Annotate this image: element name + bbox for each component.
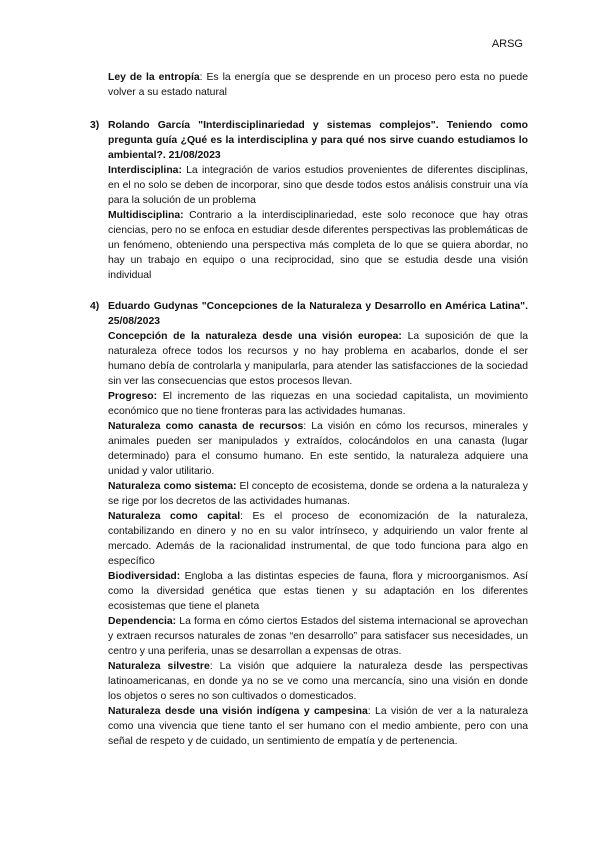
page-header-initials: ARSG <box>491 38 523 50</box>
section-4 <box>90 299 528 749</box>
entry-term: Naturaleza como sistema: <box>108 481 237 492</box>
intro-term: Ley de la entropía <box>108 72 200 83</box>
entry-term: Naturaleza como capital <box>108 511 241 522</box>
entry-text: Contrario a la interdisciplinariedad, este solo reconoce que hay otras ciencias, pero no se enfoca en estudiar desde diferentes perspectivas las problemáticas de un fenómeno, obteniendo una perspectiva más completa de lo que se quiera abordar, no hay un trabajo en equipo o una reciprocidad, sino que se estudia desde una visión individual <box>108 210 528 281</box>
entry-term: Concepción de la naturaleza desde una visión europea: <box>108 331 402 342</box>
entry-term: Biodiversidad: <box>108 571 181 582</box>
entry-text: : La visión de ver a la naturaleza como una vivencia que tiene tanto el ser humano con el medio ambiente, pero con una señal de respeto y de cuidado, un sentimiento de empatía y de pertenencia. <box>108 706 528 747</box>
entry-term: Naturaleza como canasta de recursos <box>108 421 304 432</box>
entry-term: Interdisciplina: <box>108 165 182 176</box>
section-number: 3) <box>90 120 100 131</box>
section-title: Rolando García "Interdisciplinariedad y sistemas complejos". Teniendo como pregunta guía ¿Qué es la interdisciplina y para qué nos sirve cuando estudiamos lo ambiental?. 21/08/2023 <box>108 120 528 161</box>
entry-text: El incremento de las riquezas en una sociedad capitalista, un movimiento económico que no tiene fronteras para las actividades humanas. <box>108 391 528 417</box>
definition-entry <box>108 614 528 659</box>
section-title: Eduardo Gudynas "Concepciones de la Naturaleza y Desarrollo en América Latina". 25/08/2023 <box>108 301 528 327</box>
definition-entry <box>108 704 528 749</box>
entry-text: Engloba a las distintas especies de fauna, flora y microorganismos. Así como la diversidad genética que estas tienen y su adaptación en los diferentes ecosistemas que tiene el planeta <box>108 571 528 612</box>
entry-text: La suposición de que la naturaleza ofrece todos los recursos y no hay problema en acabarlos, donde el ser humano debía de controlarla y manipularla, para atender las satisfacciones de la sociedad sin ver las consecuencias que estos procesos llevan. <box>108 331 528 387</box>
entry-term: Naturaleza silvestre <box>108 661 210 672</box>
definition-entry <box>108 479 528 509</box>
section-3 <box>90 118 528 283</box>
entry-text: : Es el proceso de economización de la naturaleza, contabilizando en dinero y no en su valor intrínseco, y adquiriendo un valor frente al mercado. Además de la racionalidad instrumental, de que todo funciona para algo en específico <box>108 511 528 567</box>
entry-text: : La visión que adquiere la naturaleza desde las perspectivas latinoamericanas, en donde ya no se ve como una mercancía, sino una visión en donde los objetos o seres no son cultivados o domesticados. <box>108 661 528 702</box>
definition-entry <box>108 509 528 569</box>
entry-term: Multidisciplina: <box>108 210 184 221</box>
entry-text: La integración de varios estudios provenientes de diferentes disciplinas, en el no solo se deben de incorporar, sino que desde todos estos análisis construir una vía para la solución de un problema <box>108 165 528 206</box>
definition-entry <box>108 389 528 419</box>
section-number: 4) <box>90 301 100 312</box>
intro-text: : Es la energía que se desprende en un proceso pero esta no puede volver a su estado natural <box>108 72 528 98</box>
definition-entry <box>108 329 528 389</box>
entry-term: Progreso: <box>108 391 158 402</box>
definition-entry <box>108 208 528 283</box>
definition-entry <box>108 419 528 479</box>
entry-text: La forma en cómo ciertos Estados del sistema internacional se aprovechan y extraen recursos naturales de zonas “en desarrollo” para satisfacer sus necesidades, un centro y una periferia, unas se desarrollan a expensas de otras. <box>108 616 528 657</box>
entry-text: : La visión en cómo los recursos, minerales y animales pueden ser manipulados y extraídos, colocándolos en una canasta (lugar determinado) para el consumo humano. En este sentido, la naturaleza adquiere una unidad y valor utilitario. <box>108 421 528 477</box>
entry-text: El concepto de ecosistema, donde se ordena a la naturaleza y se rige por los decretos de las actividades humanas. <box>108 481 528 507</box>
intro-paragraph <box>108 70 528 100</box>
entry-term: Dependencia: <box>108 616 177 627</box>
definition-entry <box>108 659 528 704</box>
definition-entry <box>108 569 528 614</box>
entry-term: Naturaleza desde una visión indígena y campesina <box>108 706 368 717</box>
definition-entry <box>108 163 528 208</box>
document-body <box>90 70 528 749</box>
